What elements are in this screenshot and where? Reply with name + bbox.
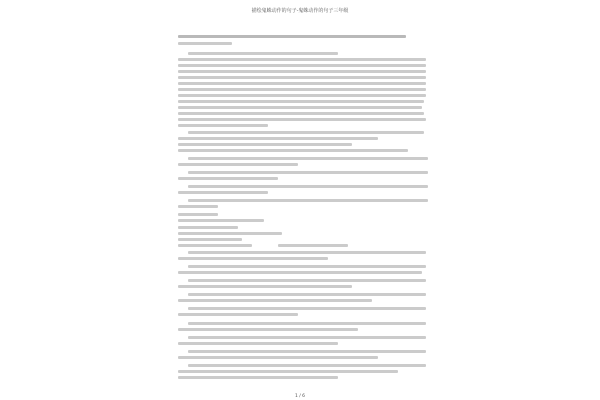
page-header: 描绘鬼蛛动作的句子-鬼蛛动作的句子三年级 (251, 8, 349, 14)
text-line-2 (178, 42, 232, 45)
text-line-50 (178, 356, 378, 359)
text-line-48 (178, 342, 338, 345)
text-line-32 (178, 238, 242, 241)
text-line-41 (188, 293, 426, 296)
text-line-5 (178, 64, 426, 67)
text-line-16 (188, 131, 424, 134)
text-line-23 (178, 177, 278, 180)
text-line-52 (178, 370, 398, 373)
text-line-26 (188, 199, 428, 202)
text-line-8 (178, 82, 426, 85)
text-line-20 (188, 157, 428, 160)
text-line-30 (178, 226, 238, 229)
text-line-53 (178, 376, 338, 379)
text-line-35 (188, 251, 426, 254)
text-line-42 (178, 299, 372, 302)
text-line-12 (178, 106, 422, 109)
text-line-22 (188, 171, 428, 174)
page-number: 1 / 6 (294, 394, 306, 399)
text-line-40 (178, 285, 352, 288)
text-line-3 (188, 52, 338, 55)
text-line-45 (188, 322, 426, 325)
text-line-47 (188, 336, 426, 339)
text-line-33 (178, 244, 252, 247)
text-line-15 (178, 124, 268, 127)
text-line-18 (178, 143, 352, 146)
text-line-46 (178, 328, 358, 331)
text-line-28 (178, 213, 218, 216)
text-line-37 (188, 265, 426, 268)
text-line-34 (278, 244, 348, 247)
text-line-38 (178, 271, 422, 274)
text-line-36 (178, 257, 328, 260)
text-line-9 (178, 88, 426, 91)
text-line-10 (178, 94, 426, 97)
text-line-49 (188, 350, 426, 353)
text-line-4 (178, 58, 426, 61)
text-line-24 (188, 185, 428, 188)
text-line-51 (188, 364, 426, 367)
text-line-11 (178, 100, 424, 103)
text-line-29 (178, 219, 264, 222)
text-line-13 (178, 112, 424, 115)
text-line-19 (178, 149, 408, 152)
text-line-31 (178, 232, 282, 235)
text-line-25 (178, 191, 268, 194)
text-line-44 (178, 313, 298, 316)
text-line-17 (178, 137, 378, 140)
text-line-43 (188, 307, 426, 310)
text-line-39 (188, 279, 426, 282)
text-line-7 (178, 76, 426, 79)
text-line-21 (178, 163, 298, 166)
text-line-27 (178, 205, 218, 208)
text-line-1 (178, 35, 406, 38)
text-line-14 (178, 118, 426, 121)
text-line-6 (178, 70, 426, 73)
